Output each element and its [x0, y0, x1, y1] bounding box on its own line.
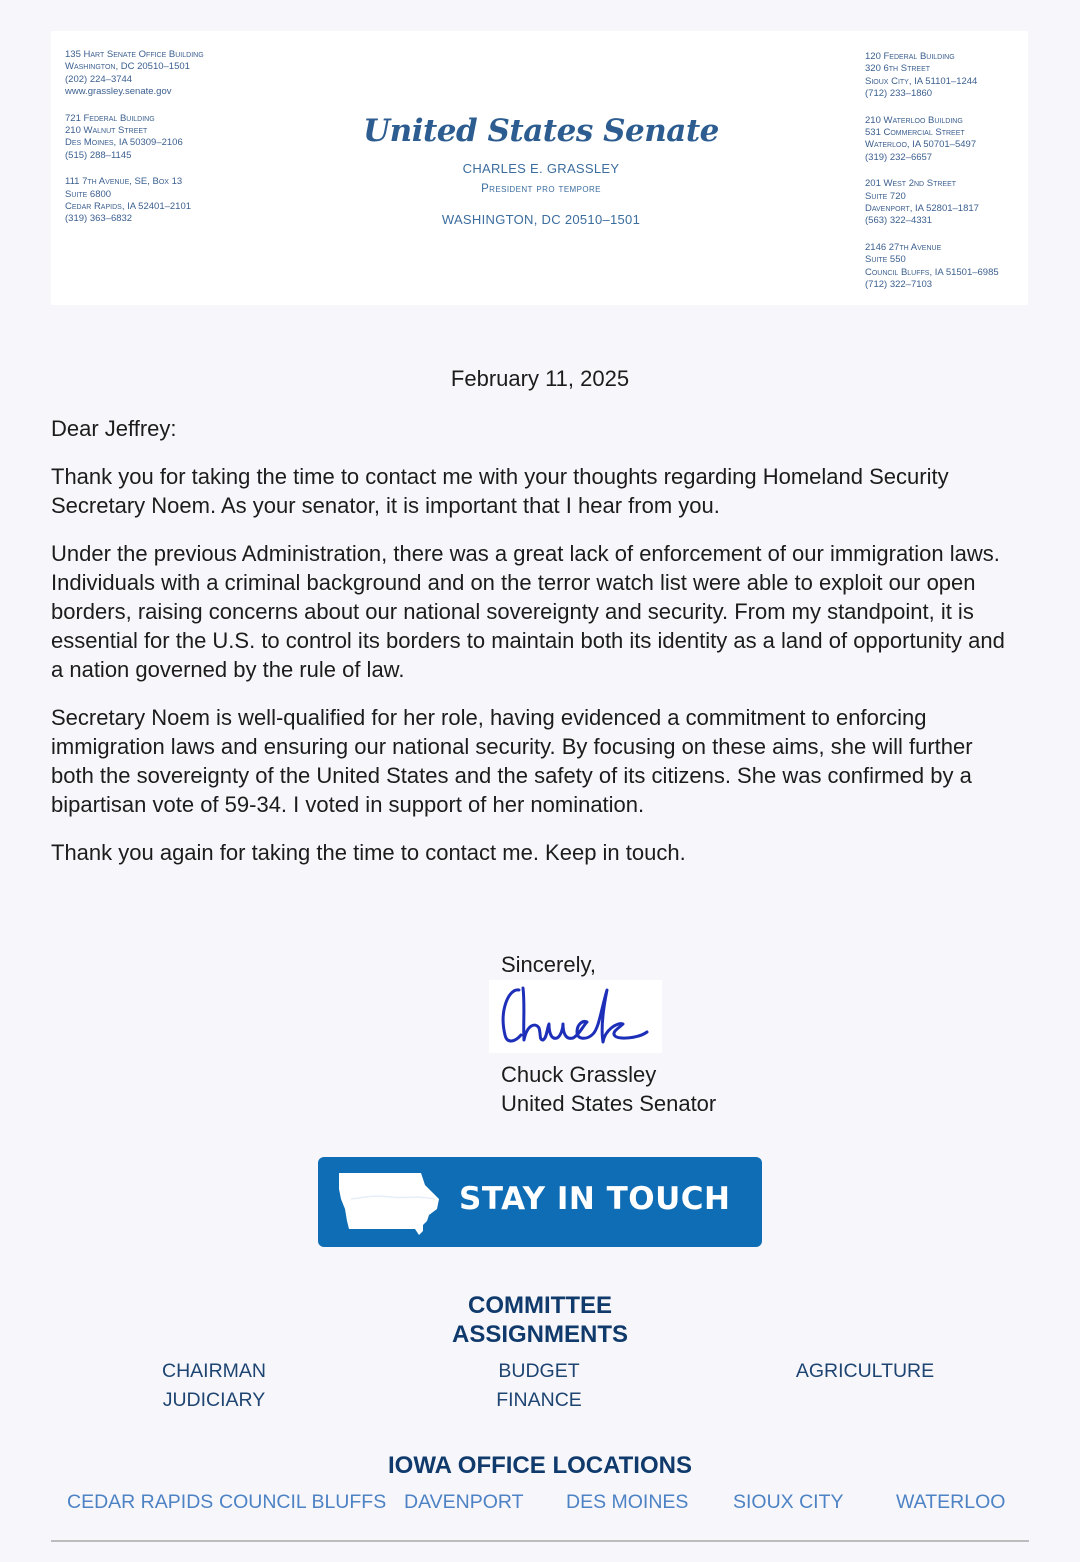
- committee-item: CHAIRMAN: [161, 1360, 266, 1382]
- address-phone: (712) 322–7103: [865, 279, 933, 291]
- address-line: 721 Federal Building: [65, 112, 155, 124]
- paragraph: Under the previous Administration, there was a great lack of enforcement of our immigration laws. Individuals with a criminal background and on the terror watch list were able to exploit our open borders, raising concerns about our national sovereignty and security. From my standpoint, it is essential for the U.S. to control its borders to maintain both its identity as a land of opportunity and a nation governed by the rule of law.: [51, 541, 1005, 682]
- address-phone: (563) 322–4331: [865, 215, 933, 227]
- heading-line: ASSIGNMENTS: [451, 1321, 628, 1348]
- address-line: 210 Walnut Street: [65, 125, 148, 137]
- committee-item: BUDGET: [498, 1360, 580, 1382]
- address-des-moines: [65, 113, 204, 163]
- website-url: www.grassley.senate.gov: [65, 86, 172, 98]
- committee-item: AGRICULTURE: [795, 1360, 935, 1382]
- letter-date: February 11, 2025: [450, 366, 630, 391]
- committee-column: [755, 1357, 975, 1386]
- committee-item: JUDICIARY: [162, 1389, 266, 1411]
- address-phone: (319) 363–6832: [65, 213, 133, 225]
- address-line: 210 Waterloo Building: [865, 114, 963, 126]
- signature-icon: [489, 980, 662, 1053]
- paragraph: Secretary Noem is well-qualified for her role, having evidenced a commitment to enforcing immigration laws and ensuring our national security. By focusing on these aims, she will further both the sovereignty of the United States and the safety of its citizens. She was confirmed by a bipartisan vote of 59-34. I voted in support of her nomination.: [51, 705, 973, 817]
- address-line: 111 7th Avenue, SE, Box 13: [65, 176, 183, 188]
- committee-assignments-heading: [0, 1291, 1080, 1349]
- address-line: 120 Federal Building: [865, 51, 955, 62]
- letterhead-left-addresses: [65, 49, 204, 240]
- letter-body: [51, 364, 1011, 886]
- senator-address: WASHINGTON, DC 20510–1501: [441, 212, 641, 227]
- committee-item: FINANCE: [496, 1389, 582, 1411]
- senator-role: President pro tempore: [481, 183, 601, 195]
- address-phone: (515) 288–1145: [65, 149, 132, 161]
- paragraph: Thank you again for taking the time to contact me. Keep in touch.: [51, 840, 686, 865]
- heading-line: COMMITTEE: [468, 1292, 612, 1319]
- address-line: Suite 720: [865, 190, 906, 202]
- address-line: Sioux City, IA 51101–1244: [865, 75, 978, 87]
- address-phone: (319) 232–6657: [865, 151, 933, 163]
- office-link-council-bluffs[interactable]: COUNCIL BLUFFS: [219, 1491, 387, 1513]
- address-line: 2146 27th Avenue: [865, 241, 942, 253]
- address-waterloo: [865, 115, 999, 165]
- address-davenport: [865, 178, 999, 228]
- address-line: 320 6th Street: [865, 63, 931, 75]
- iowa-office-locations-heading: IOWA OFFICE LOCATIONS: [388, 1452, 692, 1479]
- office-link-waterloo[interactable]: WATERLOO: [896, 1491, 1006, 1513]
- signer-name: Chuck Grassley: [501, 1062, 657, 1087]
- address-line: Davenport, IA 52801–1817: [865, 203, 979, 215]
- address-line: Cedar Rapids, IA 52401–2101: [65, 201, 192, 213]
- committee-column: [104, 1357, 324, 1415]
- senator-name: CHARLES E. GRASSLEY: [462, 161, 620, 176]
- address-line: 531 Commercial Street: [865, 127, 965, 139]
- stay-in-touch-button[interactable]: [318, 1157, 762, 1247]
- address-sioux-city: [865, 51, 999, 101]
- office-links: [51, 1488, 1029, 1518]
- signer-title: United States Senator: [501, 1091, 717, 1116]
- signature-image: [489, 980, 662, 1053]
- stay-in-touch-label: STAY IN TOUCH: [459, 1181, 731, 1217]
- address-line: Council Bluffs, IA 51501–6985: [865, 266, 999, 278]
- office-link-davenport[interactable]: DAVENPORT: [404, 1491, 524, 1513]
- address-line: Washington, DC 20510–1501: [65, 61, 190, 73]
- salutation: Dear Jeffrey:: [51, 416, 177, 441]
- address-washington: [65, 49, 204, 99]
- address-council-bluffs: [865, 242, 999, 292]
- address-line: Des Moines, IA 50309–2106: [65, 137, 183, 149]
- address-phone: (712) 233–1860: [865, 88, 933, 100]
- iowa-state-icon: [335, 1169, 443, 1236]
- committee-column: [429, 1357, 649, 1415]
- office-link-sioux-city[interactable]: SIOUX CITY: [733, 1491, 844, 1513]
- address-line: Suite 550: [865, 254, 906, 266]
- address-line: 201 West 2nd Street: [865, 178, 957, 190]
- letterhead-right-addresses: [865, 51, 999, 306]
- letterhead: [51, 31, 1028, 305]
- address-line: Suite 6800: [65, 188, 112, 200]
- office-link-des-moines[interactable]: DES MOINES: [566, 1491, 689, 1513]
- paragraph: Thank you for taking the time to contact me with your thoughts regarding Homeland Security Secretary Noem. As your senator, it is important that I hear from you.: [51, 464, 949, 518]
- address-line: Waterloo, IA 50701–5497: [865, 139, 977, 151]
- signer-block: [501, 1060, 716, 1118]
- address-line: 135 Hart Senate Office Building: [65, 49, 204, 60]
- letterhead-center: [301, 111, 781, 227]
- address-phone: (202) 224–3744: [65, 73, 133, 85]
- office-link-cedar-rapids[interactable]: CEDAR RAPIDS: [67, 1491, 214, 1513]
- closing: Sincerely,: [501, 952, 596, 977]
- senate-title: United States Senate: [363, 113, 719, 149]
- address-cedar-rapids: [65, 176, 204, 226]
- footer-divider: [51, 1540, 1029, 1542]
